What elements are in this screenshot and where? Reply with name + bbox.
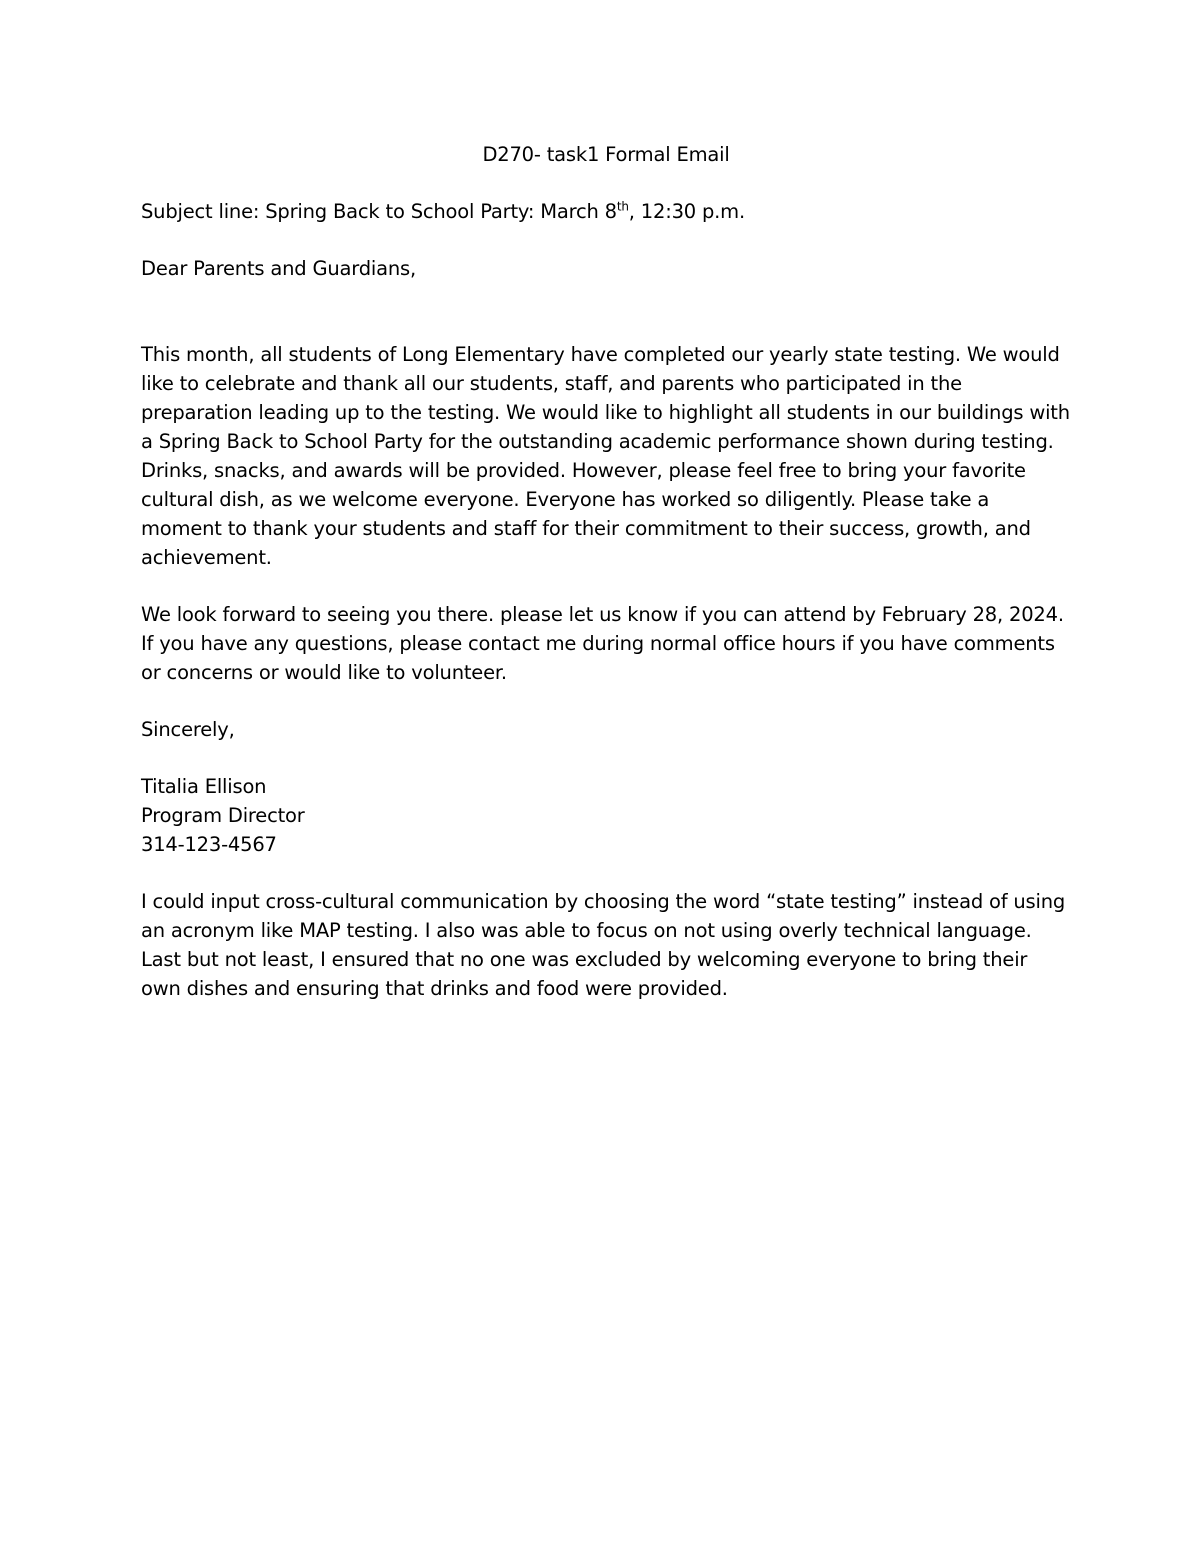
subject-prefix: Subject line: Spring Back to School Party: March 8 [141, 200, 617, 223]
document-title: D270- task1 Formal Email [482, 143, 730, 166]
body-paragraph-2: We look forward to seeing you there. please let us know if you can attend by February 28, 2024. If you have any questions, please contact me during normal office hours if you have comments or concerns or would like to volunteer. [141, 603, 1064, 684]
subject-superscript: th [616, 199, 629, 214]
signature-block [141, 772, 1071, 859]
subject-line [141, 197, 1071, 226]
salutation: Dear Parents and Guardians, [141, 257, 416, 280]
signature-phone: 314-123-4567 [141, 833, 277, 856]
body-paragraph-1: This month, all students of Long Elementary have completed our yearly state testing. We would like to celebrate and thank all our students, staff, and parents who participated in the preparation leading up to the testing. We would like to highlight all students in our buildings with a Spring Back to School Party for the outstanding academic performance shown during testing. Drinks, snacks, and awards will be provided. However, please feel free to bring your favorite cultural dish, as we welcome everyone. Everyone has worked so diligently. Please take a moment to thank your students and staff for their commitment to their success, growth, and achievement. [141, 343, 1070, 569]
closing: Sincerely, [141, 718, 235, 741]
subject-suffix: , 12:30 p.m. [628, 200, 745, 223]
reflection-paragraph: I could input cross-cultural communication by choosing the word “state testing” instead of using an acronym like MAP testing. I also was able to focus on not using overly technical language. Last but not least, I ensured that no one was excluded by welcoming everyone to bring their own dishes and ensuring that drinks and food were provided. [141, 890, 1066, 1000]
document-body [141, 140, 1071, 1031]
signature-role: Program Director [141, 804, 305, 827]
signature-name: Titalia Ellison [141, 775, 267, 798]
